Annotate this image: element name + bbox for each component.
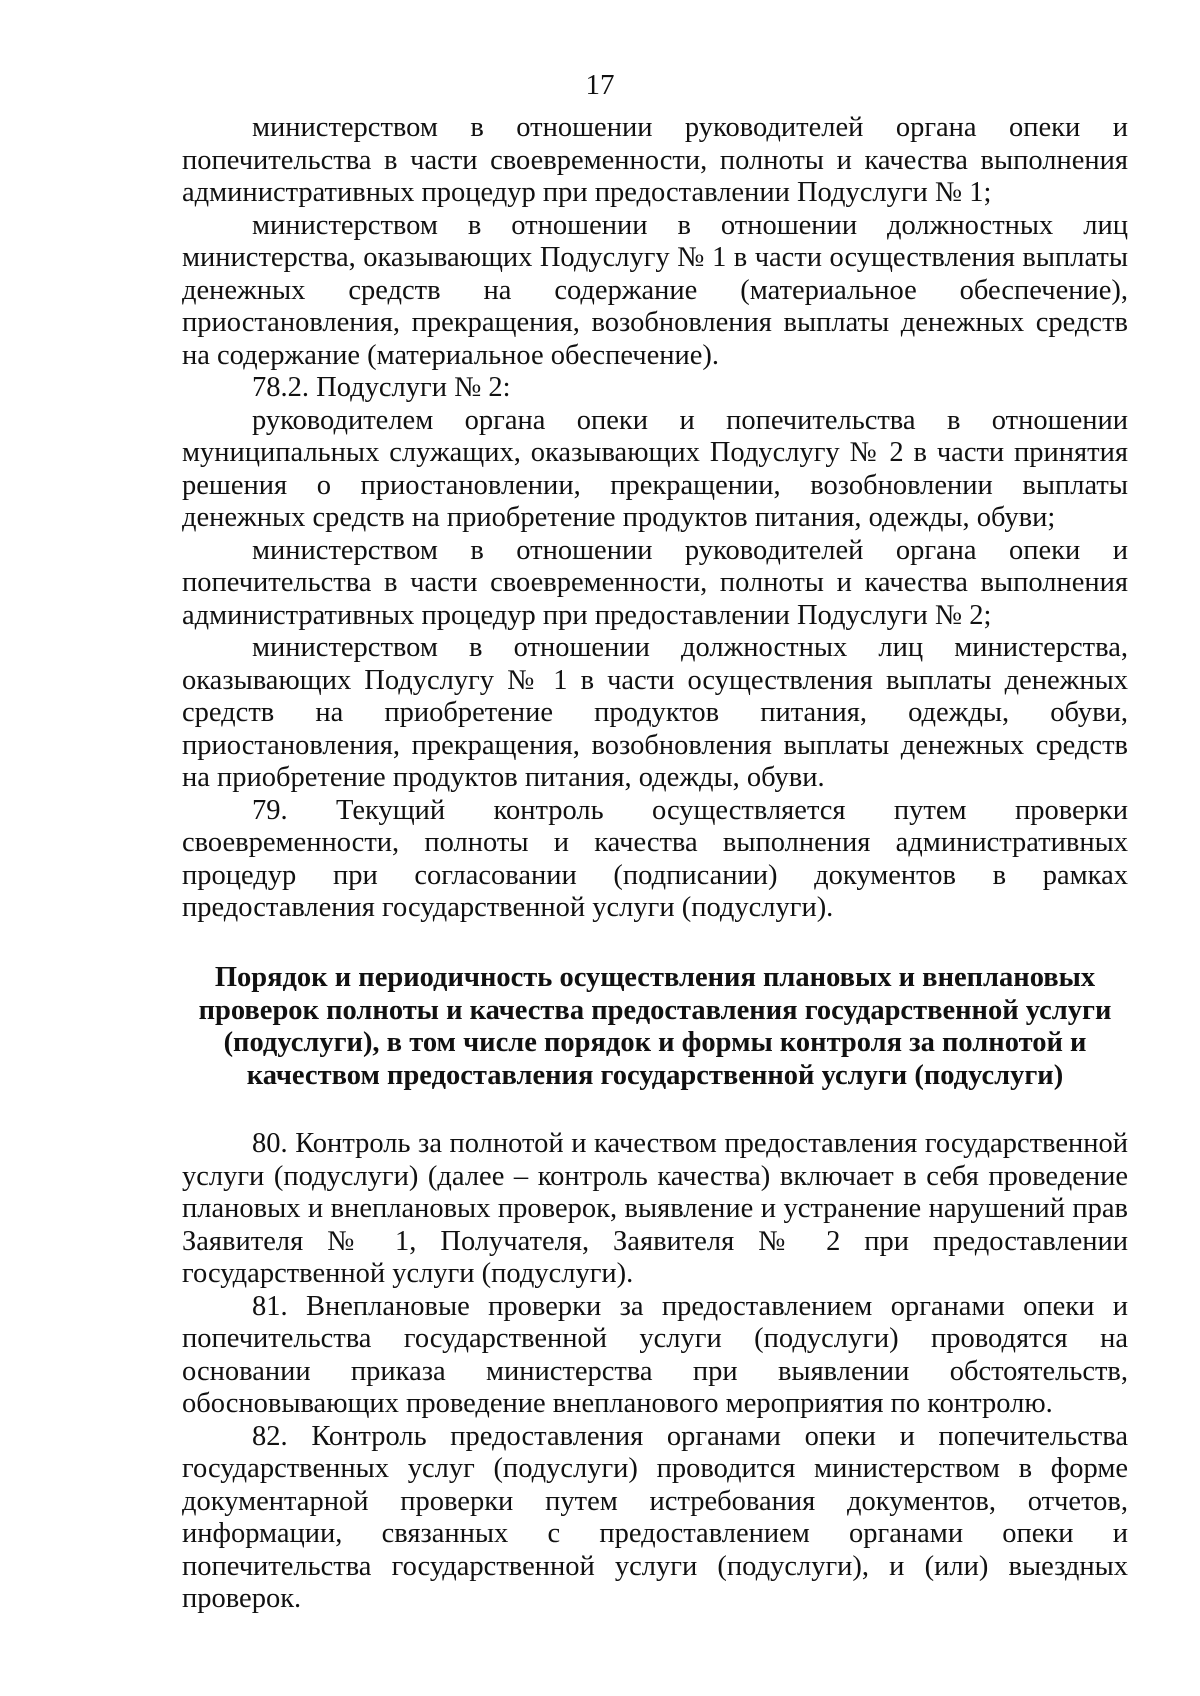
paragraph: 81. Внеплановые проверки за предоставлением органами опеки и попечительства государственной услуги (подуслуги) проводятся на основании приказа министерства при выявлении обстоятельств, обосновывающих проведение внепланового мероприятия по контролю.: [182, 1290, 1128, 1419]
paragraph: 79. Текущий контроль осуществляется путем проверки своевременности, полноты и качества выполнения административных процедур при согласовании (подписании) документов в рамках предоставления государственной услуги (подуслуги).: [182, 794, 1128, 923]
paragraph: 82. Контроль предоставления органами опеки и попечительства государственных услуг (подуслуги) проводится министерством в форме документарной проверки путем истребования документов, отчетов, информации, связанных с предоставлением органами опеки и попечительства государственной услуги (подуслуги), и (или) выездных проверок.: [182, 1420, 1128, 1614]
section-paragraphs-top: [182, 112, 1128, 925]
paragraph: министерством в отношении руководителей органа опеки и попечительства в части своевременности, полноты и качества выполнения административных процедур при предоставлении Подуслуги № 2;: [182, 534, 1128, 631]
page-number: 17: [585, 69, 615, 101]
paragraph: 80. Контроль за полнотой и качеством предоставления государственной услуги (подуслуги) (далее – контроль качества) включает в себя проведение плановых и внеплановых проверок, выявление и устранение нарушений прав Заявителя № 1, Получателя, Заявителя № 2 при предоставлении государственной услуги (подуслуги).: [182, 1128, 1128, 1289]
section-heading: Порядок и периодичность осуществления плановых и внеплановых проверок полноты и качества предоставления государственной услуги (подуслуги), в том числе порядок и формы контроля за полнотой и качеством предоставления государственной услуги (подуслуги): [198, 962, 1112, 1091]
paragraph: министерством в отношении руководителей органа опеки и попечительства в части своевременности, полноты и качества выполнения административных процедур при предоставлении Подуслуги № 1;: [182, 112, 1128, 208]
paragraph: руководителем органа опеки и попечительства в отношении муниципальных служащих, оказывающих Подуслугу № 2 в части принятия решения о приостановлении, прекращении, возобновлении выплаты денежных средств на приобретение продуктов питания, одежды, обуви;: [182, 404, 1128, 533]
paragraph: министерством в отношении в отношении должностных лиц министерства, оказывающих Подуслугу № 1 в части осуществления выплаты денежных средств на содержание (материальное обеспечение), приостановления, прекращения, возобновления выплаты денежных средств на содержание (материальное обеспечение).: [182, 209, 1128, 371]
paragraph: 78.2. Подуслуги № 2:: [252, 372, 511, 403]
section-paragraphs-bottom: [182, 1128, 1128, 1616]
paragraph: министерством в отношении должностных лиц министерства, оказывающих Подуслугу № 1 в части осуществления выплаты денежных средств на приобретение продуктов питания, одежды, обуви, приостановления, прекращения, возобновления выплаты денежных средств на приобретение продуктов питания, одежды, обуви.: [182, 632, 1128, 793]
